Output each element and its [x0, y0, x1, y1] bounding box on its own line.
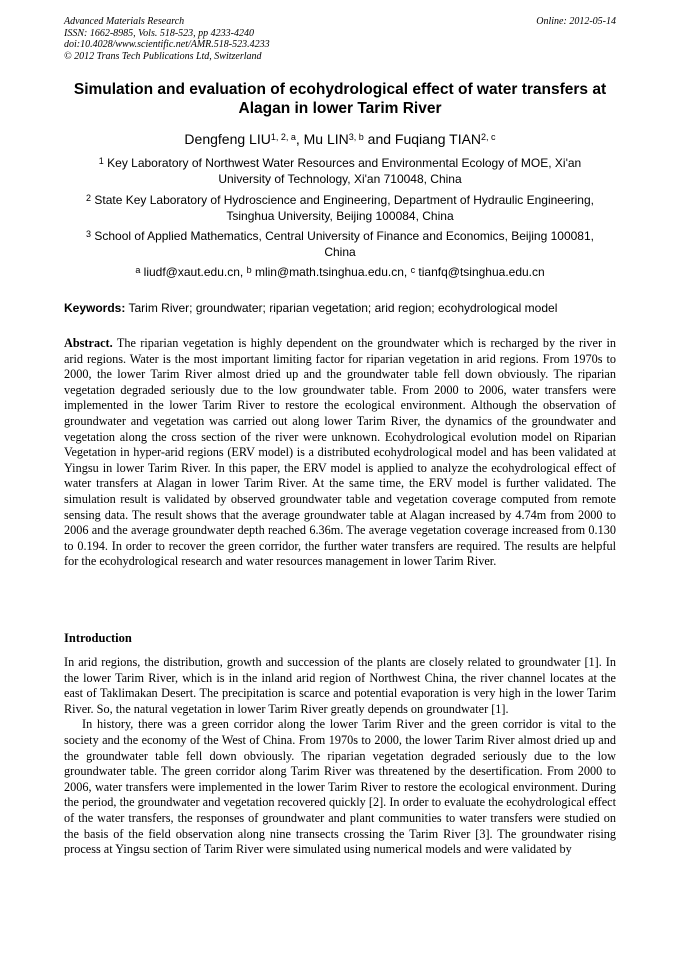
author-name: Dengfeng LIU: [184, 131, 271, 147]
journal-copyright: © 2012 Trans Tech Publications Ltd, Switzerland: [64, 50, 262, 62]
section-heading-introduction: Introduction: [64, 631, 132, 645]
affiliation-text: School of Applied Mathematics, Central University of Finance and Economics, Beijing 100081, China: [94, 229, 594, 259]
email-marker: c: [410, 265, 416, 275]
affiliation-marker: 1: [98, 156, 104, 166]
affiliation-text: Key Laboratory of Northwest Water Resources and Environmental Ecology of MOE, Xi'an University of Technology, Xi'an 710048, China: [107, 156, 582, 186]
author-separator: and: [363, 131, 395, 147]
author-name: Mu LIN: [303, 131, 349, 147]
author-affiliation-marker: 2, c: [481, 132, 496, 142]
keywords-text: Tarim River; groundwater; riparian vegetation; arid region; ecohydrological model: [128, 301, 558, 315]
affiliation-marker: 3: [86, 229, 92, 239]
abstract-text: The riparian vegetation is highly dependent on the groundwater which is recharged by the river in arid regions. Water is the most important limiting factor for riparian vegetation in arid regions. From 1970s to 2000, the lower Tarim River almost dried up and the groundwater table fell down obviously. The riparian vegetation degraded seriously due to the low groundwater table. From 2000 to 2006, water transfers were implemented in the lower Tarim River to restore the ecological environment. Although the observation of groundwater and vegetation was carried out along lower Tarim River, the dynamics of the groundwater and vegetation along the cross section of the river were unknown. Ecohydrological evolution model on Riparian Vegetation in hyper-arid regions (ERV model) is a distributed ecohydrological model and has been validated at Yingsu in lower Tarim River. In this paper, the ERV model is applied to analyze the ecohydrological effect of water transfers at Alagan in lower Tarim River. At the same time, the ERV model is further validated. The simulation result is validated by observed groundwater table and vegetation coverage computed from remote sensing data. The result shows that the average groundwater table at Alagan increased by 4.74m from 2000 to 2006 and the average groundwater depth reached 6.36m. The average vegetation coverage increased from 0.130 to 0.194. In order to recover the green corridor, the further water transfers are required. The results are helpful for the ecohydrological research and water resources management in lower Tarim River.: [64, 336, 616, 569]
email-address[interactable]: liudf@xaut.edu.cn: [143, 265, 240, 279]
email-marker: b: [246, 265, 252, 275]
journal-issn: ISSN: 1662-8985, Vols. 518-523, pp 4233-4240: [64, 27, 254, 39]
online-date: Online: 2012-05-14: [536, 16, 616, 27]
paragraph: In arid regions, the distribution, growth and succession of the plants are closely related to groundwater [1]. In the lower Tarim River, which is in the inland arid region of Northwest China, the river channel locates at the east of Taklimakan Desert. The precipitation is scarce and potential evaporation is very high in the lower Tarim River. So, the natural vegetation in lower Tarim River greatly depends on groundwater [1].: [64, 655, 616, 716]
author-affiliation-marker: 1, 2, a: [270, 132, 296, 142]
author-name: Fuqiang TIAN: [394, 131, 482, 147]
author-separator: ,: [295, 131, 304, 147]
author-affiliation-marker: 3, b: [348, 132, 364, 142]
email-marker: a: [135, 265, 141, 275]
affiliation: [72, 193, 608, 224]
email-address[interactable]: mlin@math.tsinghua.edu.cn: [254, 265, 404, 279]
introduction-body: [64, 655, 616, 858]
affiliation-text: State Key Laboratory of Hydroscience and Engineering, Department of Hydraulic Engineering, Tsinghua University, Beijing 100084, China: [94, 193, 594, 223]
keywords: [64, 301, 616, 316]
paper-title: Simulation and evaluation of ecohydrological effect of water transfers at Alagan in lower Tarim River: [73, 81, 607, 117]
abstract-label: Abstract.: [64, 336, 113, 350]
abstract: [64, 336, 616, 570]
journal-doi: doi:10.4028/www.scientific.net/AMR.518-523.4233: [64, 39, 270, 50]
journal-name: Advanced Materials Research: [64, 16, 185, 27]
email-line: $^a$ liudf@xaut.edu.cn, $^b$ mlin@math.tsinghua.edu.cn, $^c$ tianfq@tsinghua.edu.cn: [135, 265, 545, 279]
affiliation: [72, 229, 608, 260]
affiliation-marker: 2: [86, 193, 92, 203]
author-line: [64, 130, 616, 148]
journal-header: [64, 16, 616, 62]
paragraph: In history, there was a green corridor along the lower Tarim River and the green corridor is vital to the society and the economy of the West of China. From 1970s to 2000, the lower Tarim River almost dried up and the groundwater table fell down obviously. The riparian vegetation degraded seriously due to the low groundwater table. The green corridor along Tarim River was threatened by the desertification. From 2000 to 2006, water transfers were implemented in the lower Tarim River to restore the ecological environment. During the period, the groundwater and vegetation recovered quickly [2]. In order to evaluate the ecohydrological effect of the water transfers, the responses of groundwater and plant communities to water transfers were studied on the basis of the field observation along nine transects crossing the Tarim River [3]. The groundwater rising process at Yingsu section of Tarim River were simulated using numerical models and were validated by: [64, 717, 616, 857]
keywords-label: Keywords:: [64, 301, 126, 315]
affiliation: [72, 156, 608, 187]
email-address[interactable]: tianfq@tsinghua.edu.cn: [418, 265, 545, 279]
